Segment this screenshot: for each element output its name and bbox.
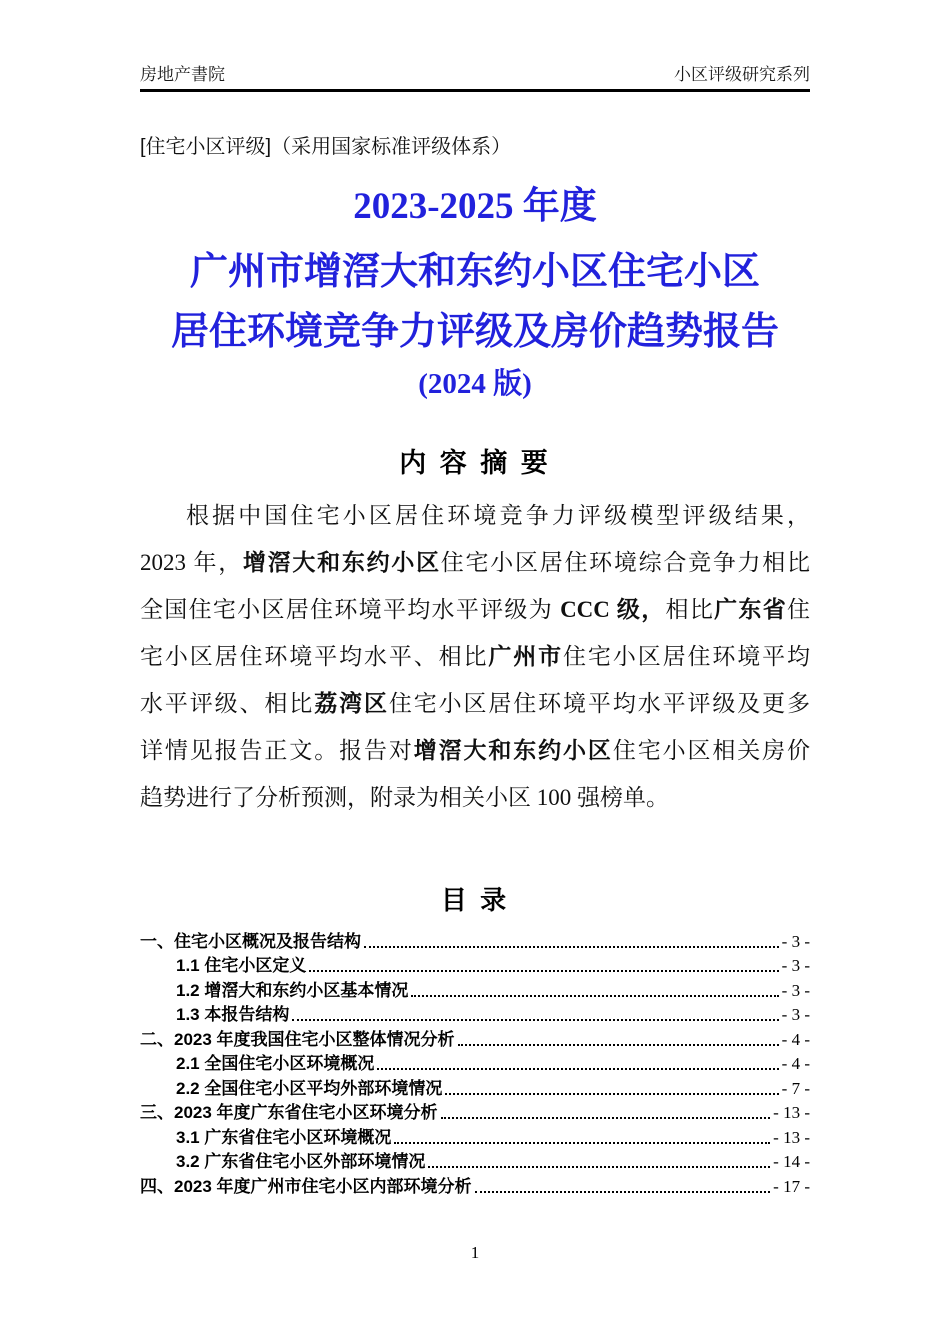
toc-heading: 目 录: [440, 885, 510, 915]
summary-text: 详情见报告正文。报告对: [140, 738, 414, 763]
page-content: [140, 0, 810, 1197]
toc-item: [140, 1123, 810, 1148]
toc-item-label: 四、2023 年度广州市住宅小区内部环境分析: [140, 1176, 472, 1196]
summary-bold-text: CCC 级，: [560, 597, 666, 622]
summary-line: [140, 633, 810, 680]
toc-item: [140, 1074, 810, 1099]
toc-item-label: 3.2 广东省住宅小区外部环境情况: [176, 1152, 426, 1171]
summary-line: [140, 727, 810, 774]
header-series: 小区评级研究系列: [674, 65, 810, 84]
toc-item: [140, 952, 810, 977]
toc-leader-dots: [292, 1019, 778, 1021]
summary-bold-text: 广州市: [488, 644, 564, 669]
toc-item: [140, 1172, 810, 1197]
page-number: 1: [470, 1243, 480, 1262]
toc-item-label: 三、2023 年度广东省住宅小区环境分析: [140, 1103, 438, 1122]
toc-item: [140, 1025, 810, 1050]
toc-item-label: 1.3 本报告结构: [176, 1005, 290, 1024]
toc-item-label: 2.2 全国住宅小区平均外部环境情况: [176, 1078, 443, 1098]
summary-text: 全国住宅小区居住环境平均水平评级为: [140, 597, 561, 622]
summary-line: [140, 774, 810, 821]
toc-item-page: - 3 -: [781, 1005, 810, 1024]
summary-bold-text: 增滘大和东约小区: [413, 738, 613, 763]
summary-bold-text: 荔湾区: [314, 691, 389, 716]
toc-item-label: 1.1 住宅小区定义: [176, 956, 307, 975]
toc-item: [140, 1001, 810, 1026]
summary-line: [140, 492, 810, 539]
summary-paragraph: [140, 492, 810, 821]
toc-item-page: - 17 -: [773, 1176, 810, 1196]
page-header: [140, 0, 810, 86]
toc-item-page: - 13 -: [773, 1103, 810, 1122]
toc-leader-dots: [428, 1166, 770, 1168]
toc-item: [140, 976, 810, 1001]
toc-item-page: - 14 -: [773, 1152, 810, 1171]
summary-text: 根据中国住宅小区居住环境竞争力评级模型评级结果，: [186, 503, 810, 528]
summary-line: [140, 680, 810, 727]
toc-item-page: - 3 -: [781, 980, 810, 1000]
toc-leader-dots: [445, 1093, 778, 1095]
toc-item-page: - 4 -: [781, 1029, 810, 1049]
summary-text: 住宅小区居住环境平均水平评级及更多: [388, 691, 811, 716]
toc-leader-dots: [411, 995, 778, 997]
summary-heading: 内 容 摘 要: [399, 448, 551, 478]
summary-text: 水平评级、相比: [140, 691, 315, 716]
toc-item-page: - 7 -: [781, 1078, 810, 1098]
toc-item-label: 2.1 全国住宅小区环境概况: [176, 1054, 375, 1073]
toc-item-page: - 3 -: [781, 931, 810, 951]
summary-bold-text: 增滘大和东约小区: [242, 550, 441, 575]
toc-leader-dots: [475, 1191, 771, 1193]
summary-text: 住宅小区相关房价: [612, 738, 811, 763]
toc-leader-dots: [309, 970, 778, 972]
summary-text: 宅小区居住环境平均水平、相比: [140, 644, 489, 669]
toc-list: [140, 927, 810, 1197]
toc-leader-dots: [377, 1068, 778, 1070]
summary-text: 住: [787, 597, 811, 622]
report-title-years: 2023-2025 年度: [353, 186, 597, 227]
toc-leader-dots: [441, 1117, 771, 1119]
toc-item: [140, 1050, 810, 1075]
toc-item-label: 二、2023 年度我国住宅小区整体情况分析: [140, 1029, 455, 1049]
report-title-subject: 居住环境竞争力评级及房价趋势报告: [170, 311, 779, 353]
toc-item-page: - 4 -: [781, 1054, 810, 1073]
toc-item-label: 一、住宅小区概况及报告结构: [140, 931, 361, 951]
toc-leader-dots: [364, 946, 779, 948]
summary-line: [140, 539, 810, 586]
report-title-edition: (2024 版): [418, 368, 532, 400]
toc-item: [140, 927, 810, 952]
toc-item: [140, 1099, 810, 1124]
toc-item-label: 1.2 增滘大和东约小区基本情况: [176, 980, 409, 1000]
toc-item-page: - 13 -: [773, 1127, 810, 1147]
summary-text: 2023 年，: [140, 550, 243, 575]
header-divider: [140, 89, 810, 92]
toc-item-page: - 3 -: [781, 956, 810, 975]
summary-text: 住宅小区居住环境综合竞争力相比: [440, 550, 811, 575]
rating-system-note: [住宅小区评级]（采用国家标准评级体系）: [140, 136, 512, 158]
summary-text: 趋势进行了分析预测，附录为相关小区 100 强榜单。: [140, 785, 669, 810]
toc-item: [140, 1148, 810, 1173]
header-brand: 房地产書院: [140, 65, 225, 84]
toc-item-label: 3.1 广东省住宅小区环境概况: [176, 1127, 392, 1147]
summary-text: 住宅小区居住环境平均: [563, 644, 811, 669]
report-title-community: 广州市增滘大和东约小区住宅小区: [189, 251, 760, 293]
toc-leader-dots: [394, 1142, 770, 1144]
toc-leader-dots: [458, 1044, 779, 1046]
summary-line: [140, 586, 810, 633]
summary-text: 相比: [665, 597, 715, 622]
summary-bold-text: 广东省: [714, 597, 788, 622]
